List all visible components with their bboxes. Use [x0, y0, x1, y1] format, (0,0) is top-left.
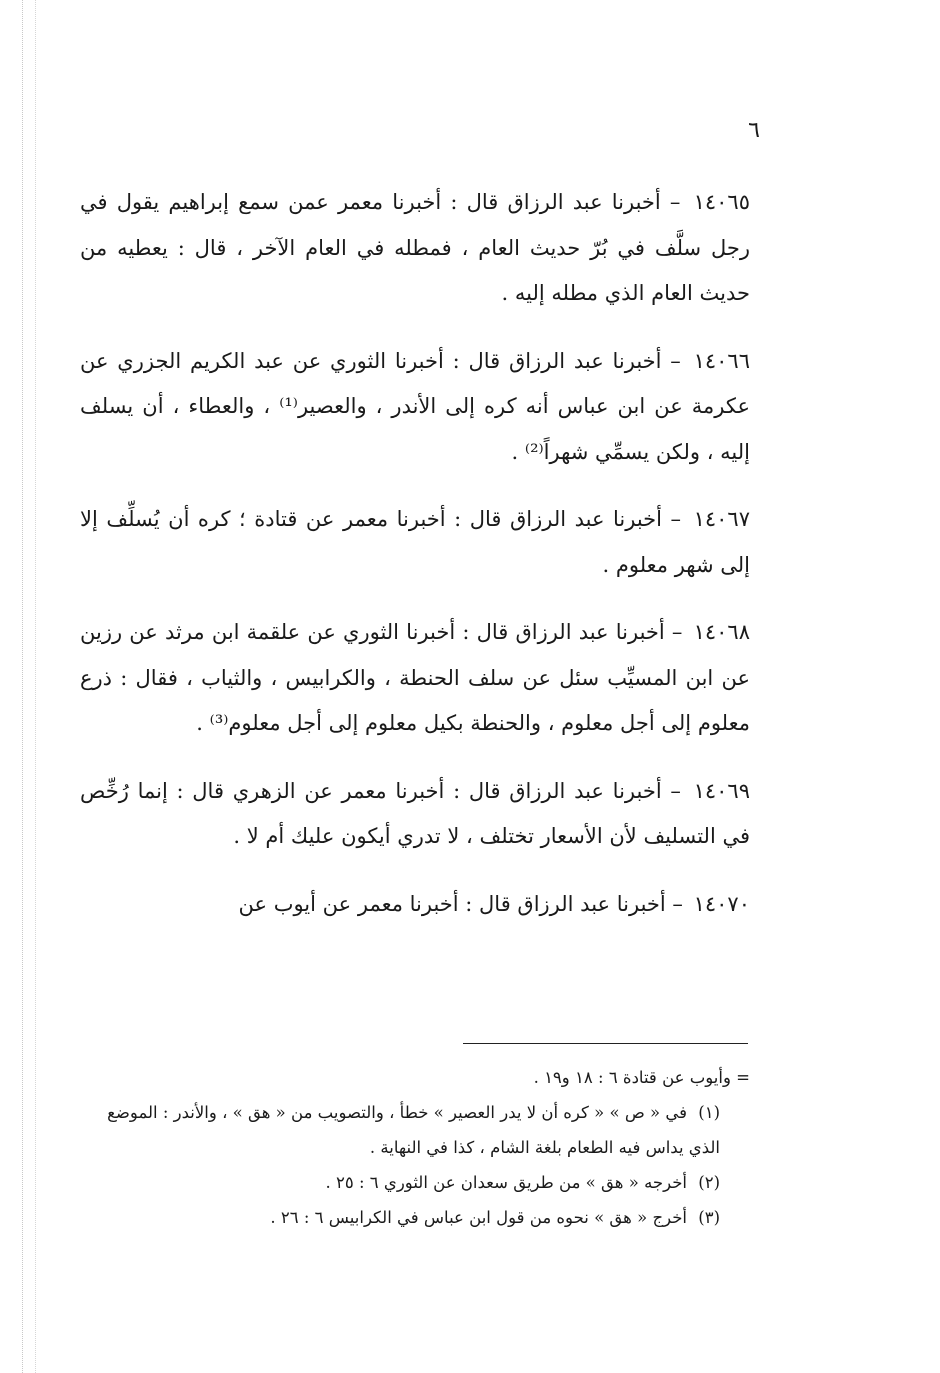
footnote-separator: [463, 1043, 748, 1044]
footnote-label: (٢): [698, 1173, 720, 1192]
hadith-number: ١٤٠٧٠: [693, 891, 750, 916]
hadith-text: – أخبرنا عبد الرزاق قال : أخبرنا معمر عن أيوب عن: [238, 891, 683, 916]
footnote-text: أخرجه « هق » من طريق سعدان عن الثوري ٦ : ٢٥ .: [325, 1173, 687, 1192]
footnote: [80, 1200, 750, 1235]
hadith-paragraph: [80, 610, 750, 747]
hadith-number: ١٤٠٦٨: [693, 620, 750, 644]
hadith-text: – أخبرنا عبد الرزاق قال : أخبرنا معمر عن الزهري قال : إنما رُخِّص في التسليف لأن الأسعار تختلف ، لا تدري أيكون عليك أم لا .: [80, 778, 750, 848]
footnote-text: في « ص » « كره أن لا يدر العصير » خطأ ، والتصويب من « هق » ، والأندر : الموضع الذي يداس فيه الطعام بلغة الشام ، كذا في النهاية .: [107, 1103, 720, 1157]
hadith-text: – أخبرنا عبد الرزاق قال : أخبرنا الثوري عن علقمة ابن مرثد عن رزين عن ابن المسيِّب سئل عن سلف الحنطة ، والكرابيس ، والثياب ، فقال : ذرع معلوم إلى أجل معلوم ، والحنطة بكيل معلوم إلى أجل معلوم⁽³⁾ .: [80, 620, 750, 735]
hadith-paragraph: [80, 769, 750, 860]
hadith-paragraph: [80, 497, 750, 588]
hadith-number: ١٤٠٦٩: [693, 778, 750, 803]
page-number: ٦: [748, 118, 760, 143]
hadith-number: ١٤٠٦٥: [693, 190, 750, 214]
footnote-label: (٣): [698, 1208, 720, 1227]
hadith-number: ١٤٠٦٦: [693, 348, 750, 373]
hadith-text: – أخبرنا عبد الرزاق قال : أخبرنا الثوري عن عبد الكريم الجزري عن عكرمة عن ابن عباس أنه كره إلى الأندر ، والعصير⁽¹⁾ ، والعطاء ، أن يسلف إليه ، ولكن يسمِّي شهراً⁽²⁾ .: [80, 348, 750, 464]
hadith-paragraph: [80, 180, 750, 317]
hadith-paragraph: [80, 882, 750, 928]
hadith-text: – أخبرنا عبد الرزاق قال : أخبرنا معمر عن قتادة ؛ كره أن يُسلِّف إلا إلى شهر معلوم .: [80, 507, 750, 577]
main-text: [80, 180, 750, 949]
footnote: [80, 1165, 750, 1200]
hadith-paragraph: [80, 339, 750, 476]
hadith-text: – أخبرنا عبد الرزاق قال : أخبرنا معمر عمن سمع إبراهيم يقول في رجل سلَّف في بُرّ حديث العام ، فمطله في العام الآخر ، قال : يعطيه من حديث العام الذي مطله إليه .: [80, 190, 750, 305]
footnote-continuation: = وأيوب عن قتادة ٦ : ١٨ و١٩ .: [533, 1068, 750, 1087]
footnote-text: أخرج « هق » نحوه من قول ابن عباس في الكرابيس ٦ : ٢٦ .: [270, 1208, 687, 1227]
footnote: [80, 1095, 750, 1165]
scan-edge-line: [22, 0, 23, 1373]
scan-edge-line: [35, 0, 36, 1373]
footnote-label: (١): [698, 1103, 720, 1122]
hadith-number: ١٤٠٦٧: [693, 507, 750, 531]
footnotes: [80, 1060, 750, 1235]
